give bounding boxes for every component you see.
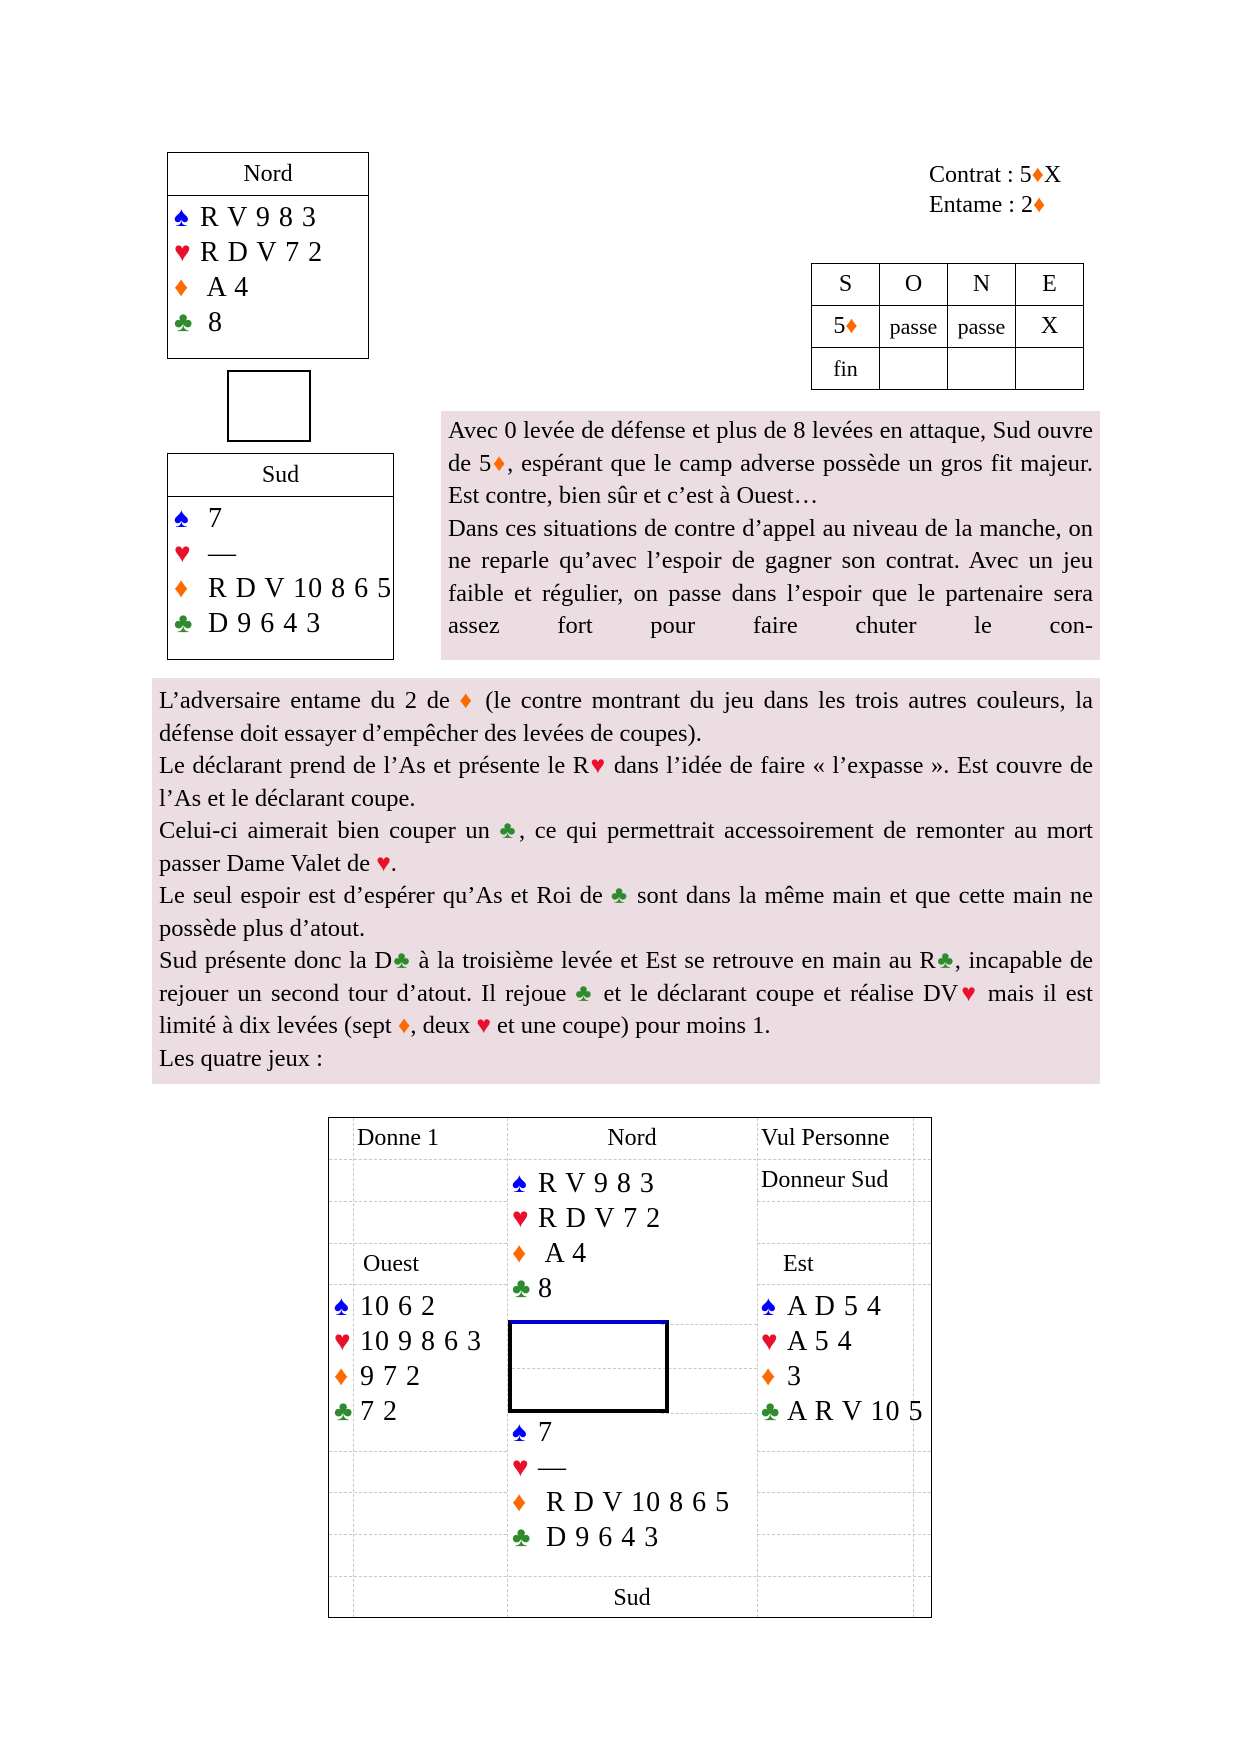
north-clubs: 8 [208,307,223,338]
deal-table-square [508,1320,669,1413]
south-spades-row [174,501,393,536]
diamond-icon: ♦ [459,687,476,714]
bidding-table [811,263,1084,390]
club-icon: ♣ [935,947,955,974]
diamond-icon: ♦ [1031,162,1044,188]
grid-line [329,1576,931,1577]
south-diamonds: R D V 10 8 6 5 [208,573,393,604]
bid-cell: passe [948,306,1016,348]
south-hand-title: Sud [168,454,393,497]
deal-north-hand: ♠ R V 9 8 3 ♥ R D V 7 2 ♦ A 4 ♣ 8 [512,1168,662,1304]
heart-icon: ♥ [512,1452,530,1483]
vulnerability: Vul Personne [761,1125,890,1151]
deal-east-hand: ♠ A D 5 4 ♥ A 5 4 ♦ 3 ♣ A R V 10 5 [761,1291,924,1427]
diamond-icon: ♦ [1032,192,1046,218]
north-hearts: R D V 7 2 [200,237,324,268]
bidding-row [812,348,1084,390]
diamond-icon: ♦ [512,1487,528,1518]
deal-south-label: Sud [613,1585,651,1611]
grid-line [329,1534,507,1535]
deal-west-label: Ouest [363,1251,419,1277]
bid-cell [880,348,948,390]
diamond-icon: ♦ [845,313,858,339]
club-icon: ♣ [761,1396,781,1427]
club-icon: ♣ [499,817,520,844]
south-spades: 7 [208,503,223,534]
spade-icon: ♠ [174,202,190,233]
commentary-box-2 [152,678,1100,1084]
grid-line [757,1118,758,1617]
bidding-header-east: E [1016,264,1084,306]
grid-line [329,1159,931,1160]
contract-line: Contrat : 5♦X [929,162,1062,188]
deal-south-hand: ♠ 7 ♥ — ♦ R D V 10 8 6 5 ♣ D 9 6 4 3 [512,1417,731,1553]
south-clubs-row [174,606,393,641]
diamond-icon: ♦ [761,1361,777,1392]
heart-icon: ♥ [476,1012,491,1039]
bidding-header-west: O [880,264,948,306]
grid-line [329,1451,507,1452]
bid-cell [948,348,1016,390]
north-hand-box [167,152,369,359]
club-icon: ♣ [610,882,629,909]
grid-line [329,1492,507,1493]
grid-line [757,1451,931,1452]
commentary-paragraph: Celui-ci aimerait bien couper un ♣, ce qui permettrait accessoirement de remonter au mort passer Dame Valet de ♥. [159,817,1093,877]
grid-line [757,1492,931,1493]
bidding-row [812,306,1084,348]
heart-icon: ♥ [512,1203,530,1234]
south-diamonds-row [174,571,393,606]
board-number: Donne 1 [357,1125,439,1151]
heart-icon: ♥ [174,538,192,569]
bidding-header-row [812,264,1084,306]
club-icon: ♣ [334,1396,354,1427]
south-hearts: — [208,538,237,569]
grid-line [757,1534,931,1535]
diamond-icon: ♦ [491,449,508,477]
grid-line [757,1284,931,1285]
bid-cell: passe [880,306,948,348]
club-icon: ♣ [392,947,411,974]
diamond-icon: ♦ [334,1361,350,1392]
south-hearts-row [174,536,393,571]
commentary-paragraph: L’adversaire entame du 2 de ♦ (le contre montrant du jeu dans les trois autres couleurs, la défense doit essayer d’empêcher des levées de coupes). [159,687,1093,747]
south-clubs: D 9 6 4 3 [208,608,322,639]
commentary-paragraph: Le déclarant prend de l’As et présente le R♥ dans l’idée de faire « l’expasse ». Est couvre de l’As et le déclarant coupe. [159,752,1093,812]
grid-line [661,1324,757,1325]
south-hand-box [167,453,394,660]
dealer: Donneur Sud [761,1167,889,1193]
spade-icon: ♠ [334,1291,350,1322]
table-square [227,370,311,442]
deal-north-label: Nord [607,1125,657,1151]
club-icon: ♣ [512,1522,532,1553]
north-spades-row [174,200,368,235]
spade-icon: ♠ [512,1417,528,1448]
north-spades: R V 9 8 3 [200,202,317,233]
commentary-paragraph: Dans ces situations de contre d’appel au niveau de la manche, on ne reparle qu’avec l’espoir de gagner son contrat. Avec un jeu faible et régulier, on passe dans l’espoir que le partenaire sera assez fort pour faire chuter le con- [448,514,1093,639]
spade-icon: ♠ [761,1291,777,1322]
grid-line [329,1201,507,1202]
diamond-icon: ♦ [397,1012,411,1039]
heart-icon: ♥ [174,237,192,268]
commentary-paragraph: Les quatre jeux : [159,1044,323,1072]
grid-line [661,1413,757,1414]
club-icon: ♣ [575,979,595,1007]
diamond-icon: ♦ [512,1238,528,1269]
grid-line [757,1201,931,1202]
commentary-paragraph: Avec 0 levée de défense et plus de 8 levées en attaque, Sud ouvre de 5♦, espérant que le camp adverse possède un gros fit majeur. Est contre, bien sûr et c’est à Ouest… [448,417,1093,509]
diamond-icon: ♦ [174,272,190,303]
heart-icon: ♥ [334,1326,352,1357]
commentary-paragraph: Sud présente donc la D♣ à la troisième levée et Est se retrouve en main au R♣, incapable de rejouer un second tour d’atout. Il rejoue ♣ et le déclarant coupe et réalise DV♥ mais il est limité à dix levées (sept ♦, deux ♥ et une coupe) pour moins 1. [159,947,1093,1039]
north-diamonds-row [174,270,368,305]
heart-icon: ♥ [376,849,391,877]
deal-west-hand: ♠ 10 6 2 ♥ 10 9 8 6 3 ♦ 9 7 2 ♣ 7 2 [334,1291,482,1427]
grid-line [329,1243,507,1244]
lead-line: Entame : 2♦ [929,192,1046,218]
north-diamonds: A 4 [206,272,250,303]
north-hand-title: Nord [168,153,368,196]
deal-diagram [328,1117,932,1618]
contract-info [929,160,1061,220]
club-icon: ♣ [174,307,194,338]
diamond-icon: ♦ [174,573,190,604]
grid-line [329,1284,507,1285]
heart-icon: ♥ [589,752,607,779]
north-clubs-row [174,305,368,340]
bid-cell: X [1016,306,1084,348]
heart-icon: ♥ [761,1326,779,1357]
bid-cell: 5♦ [812,306,880,348]
bidding-header-north: N [948,264,1016,306]
north-hearts-row [174,235,368,270]
spade-icon: ♠ [174,503,190,534]
grid-line [757,1243,931,1244]
bid-cell [1016,348,1084,390]
club-icon: ♣ [174,608,194,639]
club-icon: ♣ [512,1273,532,1304]
spade-icon: ♠ [512,1168,528,1199]
bidding-header-south: S [812,264,880,306]
commentary-paragraph: Le seul espoir est d’espérer qu’As et Roi de ♣ sont dans la même main et que cette main ne possède plus d’atout. [159,882,1094,942]
commentary-box-1 [441,411,1100,660]
heart-icon: ♥ [958,979,979,1007]
deal-east-label: Est [783,1251,814,1277]
bid-cell: fin [812,348,880,390]
